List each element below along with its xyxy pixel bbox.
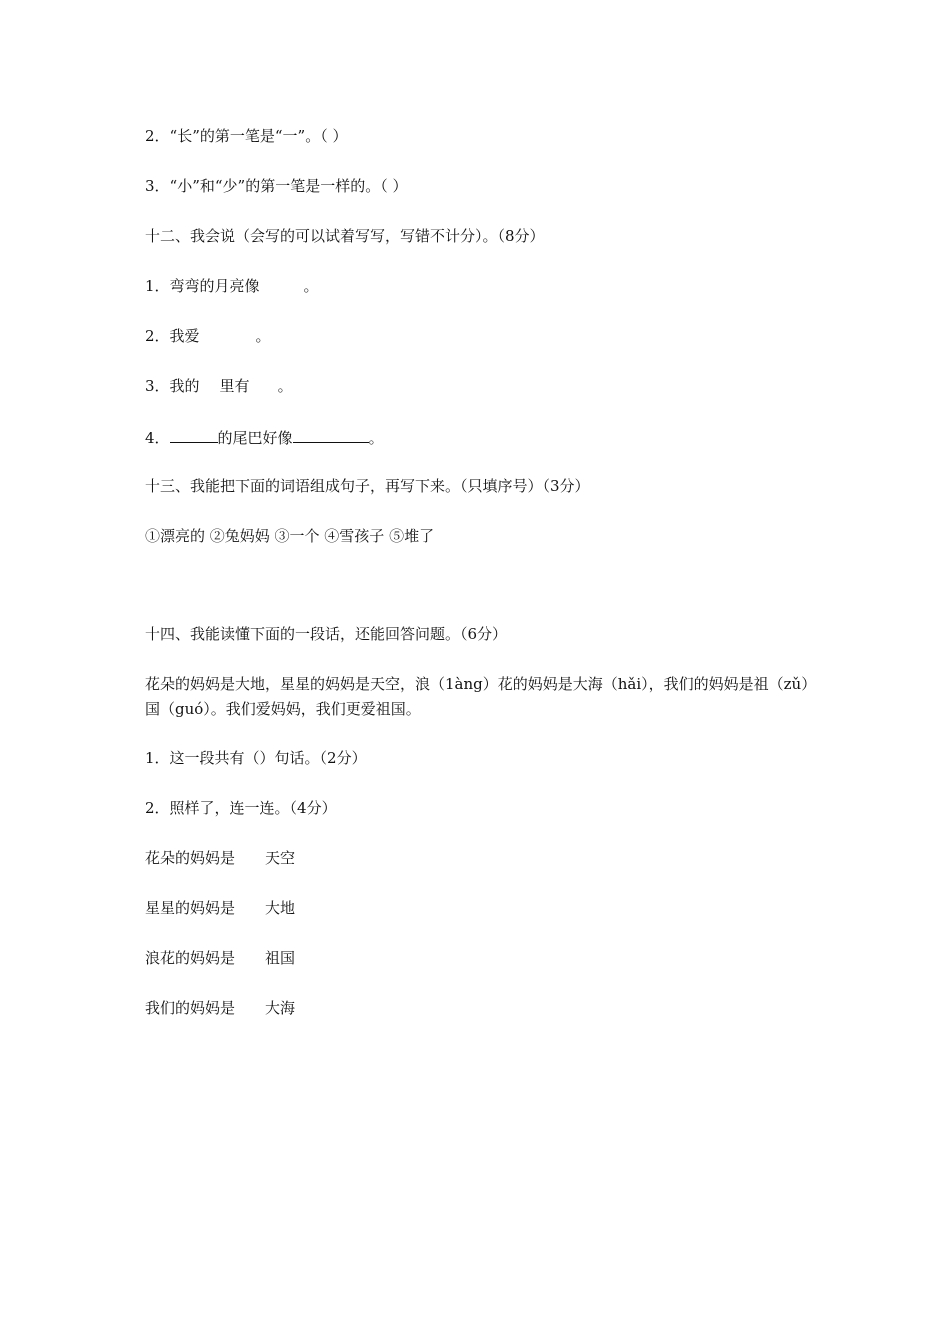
match-right-4[interactable]: 大海: [265, 999, 296, 1017]
item-2-text-end: 。: [255, 327, 271, 345]
match-row-3: [145, 946, 825, 971]
item-4-text-end: 。: [368, 429, 384, 447]
item-1-text-end: 。: [303, 277, 319, 295]
item-4-blank-1[interactable]: [170, 424, 218, 443]
section-12-heading: 十二、我会说（会写的可以试着写写，写错不计分）。（8分）: [145, 227, 545, 245]
match-left-1[interactable]: 花朵的妈妈是: [145, 849, 236, 867]
section-12-item-3: [145, 374, 825, 399]
match-right-3[interactable]: 祖国: [265, 949, 296, 967]
item-3-text-start: 3．我的: [145, 377, 200, 395]
section-14-question-1: 1．这一段共有（）句话。（2分）: [145, 749, 367, 767]
section-12-item-2: [145, 324, 825, 349]
section-14-question-2: 2．照样了，连一连。（4分）: [145, 799, 337, 817]
match-left-4[interactable]: 我们的妈妈是: [145, 999, 236, 1017]
match-right-1[interactable]: 天空: [265, 849, 296, 867]
section-12-item-1: [145, 274, 825, 299]
section-13-word-list: ①漂亮的 ②兔妈妈 ③一个 ④雪孩子 ⑤堆了: [145, 527, 435, 545]
match-row-2: [145, 896, 825, 921]
section-13-heading: 十三、我能把下面的词语组成句子，再写下来。（只填序号）（3分）: [145, 477, 590, 495]
match-right-2[interactable]: 大地: [265, 899, 296, 917]
item-1-text-start: 1．弯弯的月亮像: [145, 277, 260, 295]
judge-question-2: 2．“长”的第一笔是“一”。（ ）: [145, 127, 348, 145]
section-14-heading: 十四、我能读懂下面的一段话，还能回答问题。（6分）: [145, 625, 508, 643]
item-2-text-start: 2．我爱: [145, 327, 200, 345]
match-row-1: [145, 846, 825, 871]
judge-question-3: 3．“小”和“少”的第一笔是一样的。（ ）: [145, 177, 408, 195]
item-3-text-end: 。: [277, 377, 293, 395]
section-14-passage: 花朵的妈妈是大地，星星的妈妈是天空，浪（1àng）花的妈妈是大海（hǎi），我们的妈妈是祖（zǔ）国（guó）。我们爱妈妈，我们更爱祖国。: [145, 675, 817, 718]
item-3-text-mid: 里有: [219, 377, 250, 395]
section-12-item-4: [145, 424, 825, 451]
item-4-text-start: 4．: [145, 429, 170, 447]
match-left-3[interactable]: 浪花的妈妈是: [145, 949, 236, 967]
item-4-text-mid: 的尾巴好像: [217, 429, 293, 447]
item-4-blank-2[interactable]: [293, 424, 369, 443]
match-row-4: [145, 996, 825, 1021]
match-left-2[interactable]: 星星的妈妈是: [145, 899, 236, 917]
